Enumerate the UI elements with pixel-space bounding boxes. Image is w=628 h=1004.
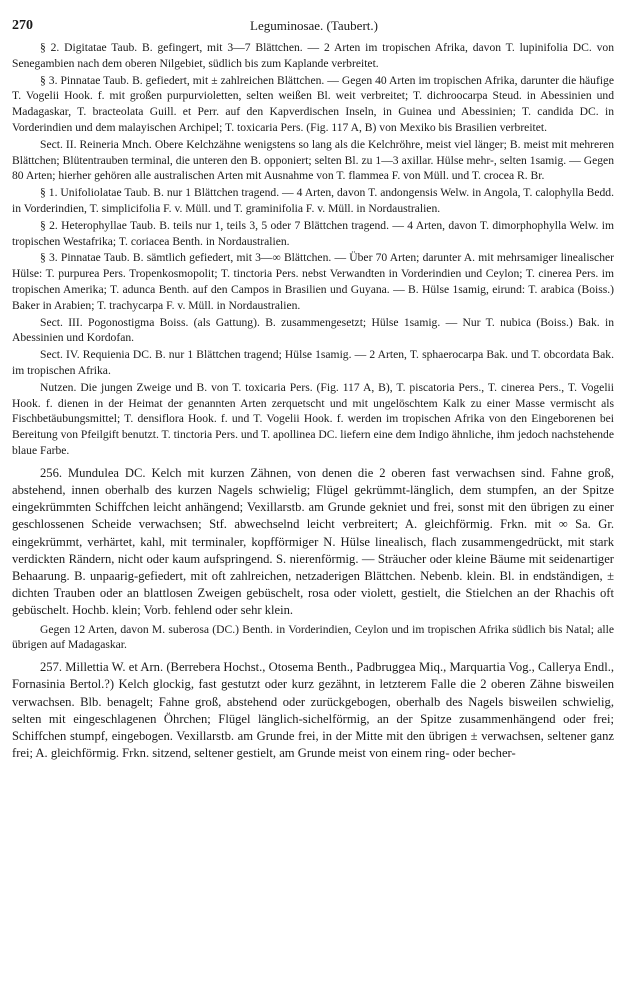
section-requienia: Sect. IV. Requienia DC. B. nur 1 Blättchen tragend; Hülse 1samig. — 2 Arten, T. sphaerocarpa Bak. und T. obcordata Bak. im tropischen Afrika. [12,348,614,377]
genus-mundulea: 256. Mundulea DC. Kelch mit kurzen Zähnen, von denen die 2 oberen fast verwachsen sind. Fahne groß, abstehend, innen oberhalb des kurzen Nagels schwielig; Flügel gekrümmt-länglich, dem stumpfen, an der Spitze eingekrümmten Schiffchen leicht anhängend; Vexillarstb. am Grunde gekniet und frei, sonst mit den übrigen zu einer geschlossenen Scheide verwachsen; Stf. abwechselnd leicht verbreitert; A. gleichförmig. Frkn. mit ∞ Sa. Gr. eingekrümmt, verhärtet, kahl, mit terminaler, kopfförmiger N. Hülse linealisch, flach zusammengedrückt, mit stark verdickten Rändern, nicht oder kaum aufspringend. S. nierenförmig. — Sträucher oder kleine Bäume mit seidenartiger Behaarung. B. unpaarig-gefiedert, mit oft zahlreichen, netzaderigen Blättchen. Nebenb. klein. Bl. in endständigen, ± dichten Trauben oder an blattlosen Zweigen gebüschelt, rosa oder violett, gestielt, die Stielchen an der Rhachis oft gebüschelt. Hochb. klein; Vorb. fehlend oder sehr klein. [12,465,614,618]
paragraph-nutzen: Nutzen. Die jungen Zweige und B. von T. toxicaria Pers. (Fig. 117 A, B), T. piscatoria Pers., T. cinerea Pers., T. Vogelii Hook. f. dienen in der Heimat der genannten Arten zerquetscht und mit ungelöschtem Kalk zu einer Masse vermischt als Fischbetäubungsmittel; T. densiflora Hook. f. und T. Vogelii Hook. f. werden im tropischen Afrika von den Eingeborenen bei Bereitung von Pfeilgift benutzt. T. tinctoria Pers. und T. apollinea DC. liefern eine dem Indigo ähnliche, ihm jedoch nachstehende blaue Farbe. [12,380,614,457]
section-digitatae: § 2. Digitatae Taub. B. gefingert, mit 3—7 Blättchen. — 2 Arten im tropischen Afrika, davon T. lupinifolia DC. von Senegambien nach dem oberen Nilgebiet, südlich bis zum Kaplande verbreitet. [12,41,614,70]
mundulea-species-note: Gegen 12 Arten, davon M. suberosa (DC.) Benth. in Vorderindien, Ceylon und im tropischen Afrika südlich bis Natal; alle übrigen auf Madagaskar. [12,622,614,652]
genus-millettia: 257. Millettia W. et Arn. (Berrebera Hochst., Otosema Benth., Padbruggea Miq., Marquartia Vog., Callerya Endl., Fornasinia Bertol.?) Kelch glockig, fast gestutzt oder kurz gezähnt, in letzterem Falle die 2 oberen Zähne bisweilen verwachsen. Blb. benagelt; Fahne groß, abstehend oder zurückgebogen, oberhalb des Nagels bisweilen schwielig, selten mit eingeschlagenen Öhrchen; Flügel länglich-sichelförmig, an der Spitze zusammenhängend oder frei; Schiffchen stumpf, eingebogen. Vexillarstb. am Grunde frei, in der Mitte mit den übrigen ± verwachsen, seltener ganz frei; A. gleichförmig. Frkn. sitzend, seltener gestielt, am Grunde meist von einem ring- oder becher- [12,660,614,761]
section-pinnatae-1: § 3. Pinnatae Taub. B. gefiedert, mit ± zahlreichen Blättchen. — Gegen 40 Arten im tropischen Afrika, darunter die häufige T. Vogelii Hook. f. mit großen purpurvioletten, selten weißen Bl. weit verbreitet; T. dichroocarpa Steud. in Abessinien und Madagaskar, T. bracteolata Guill. et Perr. auf den Kapverdischen Inseln, in Guinea und Abessinien; T. candida DC. in Vorderindien und dem malayischen Archipel; T. toxicaria Pers. (Fig. 117 A, B) von Mexiko bis Brasilien verbreitet. [12,73,614,134]
running-title: Leguminosae. (Taubert.) [250,18,378,33]
page-body [12,40,614,764]
page-number: 270 [12,18,33,33]
section-pinnatae-2: § 3. Pinnatae Taub. B. sämtlich gefiedert, mit 3—∞ Blättchen. — Über 70 Arten; darunter A. mit mehrsamiger linealischer Hülse: T. purpurea Pers. Tropenkosmopolit; T. tinctoria Pers. nebst Verwandten in Vorderindien und Ceylon; T. cinerea Pers. im tropischen Amerika; T. adunca Benth. auf den Campos in Brasilien und Guyana. — B. Hülse 1samig, eirund: T. arabica (Boiss.) Baker in Arabien; T. trachycarpa F. v. Müll. in Nordaustralien. [12,251,614,312]
section-reineria: Sect. II. Reineria Mnch. Obere Kelchzähne wenigstens so lang als die Kelchröhre, meist viel länger; B. meist mit mehreren Blättchen; Blütentrauben terminal, die unteren den B. opponiert; selten Bl. zu 1—3 axillar. Hülse mehr-, selten 1samig. — Gegen 80 Arten; hierher gehören alle australischen Arten mit Ausnahme von T. flammea F. von Müll. und T. crocea R. Br. [12,137,614,183]
section-heterophyllae: § 2. Heterophyllae Taub. B. teils nur 1, teils 3, 5 oder 7 Blättchen tragend. — 4 Arten, davon T. dimorphophylla Welw. im tropischen Westafrika; T. coriacea Benth. in Nordaustralien. [12,218,614,248]
page-header [12,16,616,36]
section-pogonostigma: Sect. III. Pogonostigma Boiss. (als Gattung). B. zusammengesetzt; Hülse 1samig. — Nur T. nubica (Boiss.) Bak. in Abessinien und Kordofan. [12,315,614,345]
section-unifoliolatae: § 1. Unifoliolatae Taub. B. nur 1 Blättchen tragend. — 4 Arten, davon T. andongensis Welw. in Angola, T. calophylla Bedd. in Vorderindien, T. simplicifolia F. v. Müll. und T. graminifolia F. v. Müll. in Nordaustralien. [12,186,614,215]
